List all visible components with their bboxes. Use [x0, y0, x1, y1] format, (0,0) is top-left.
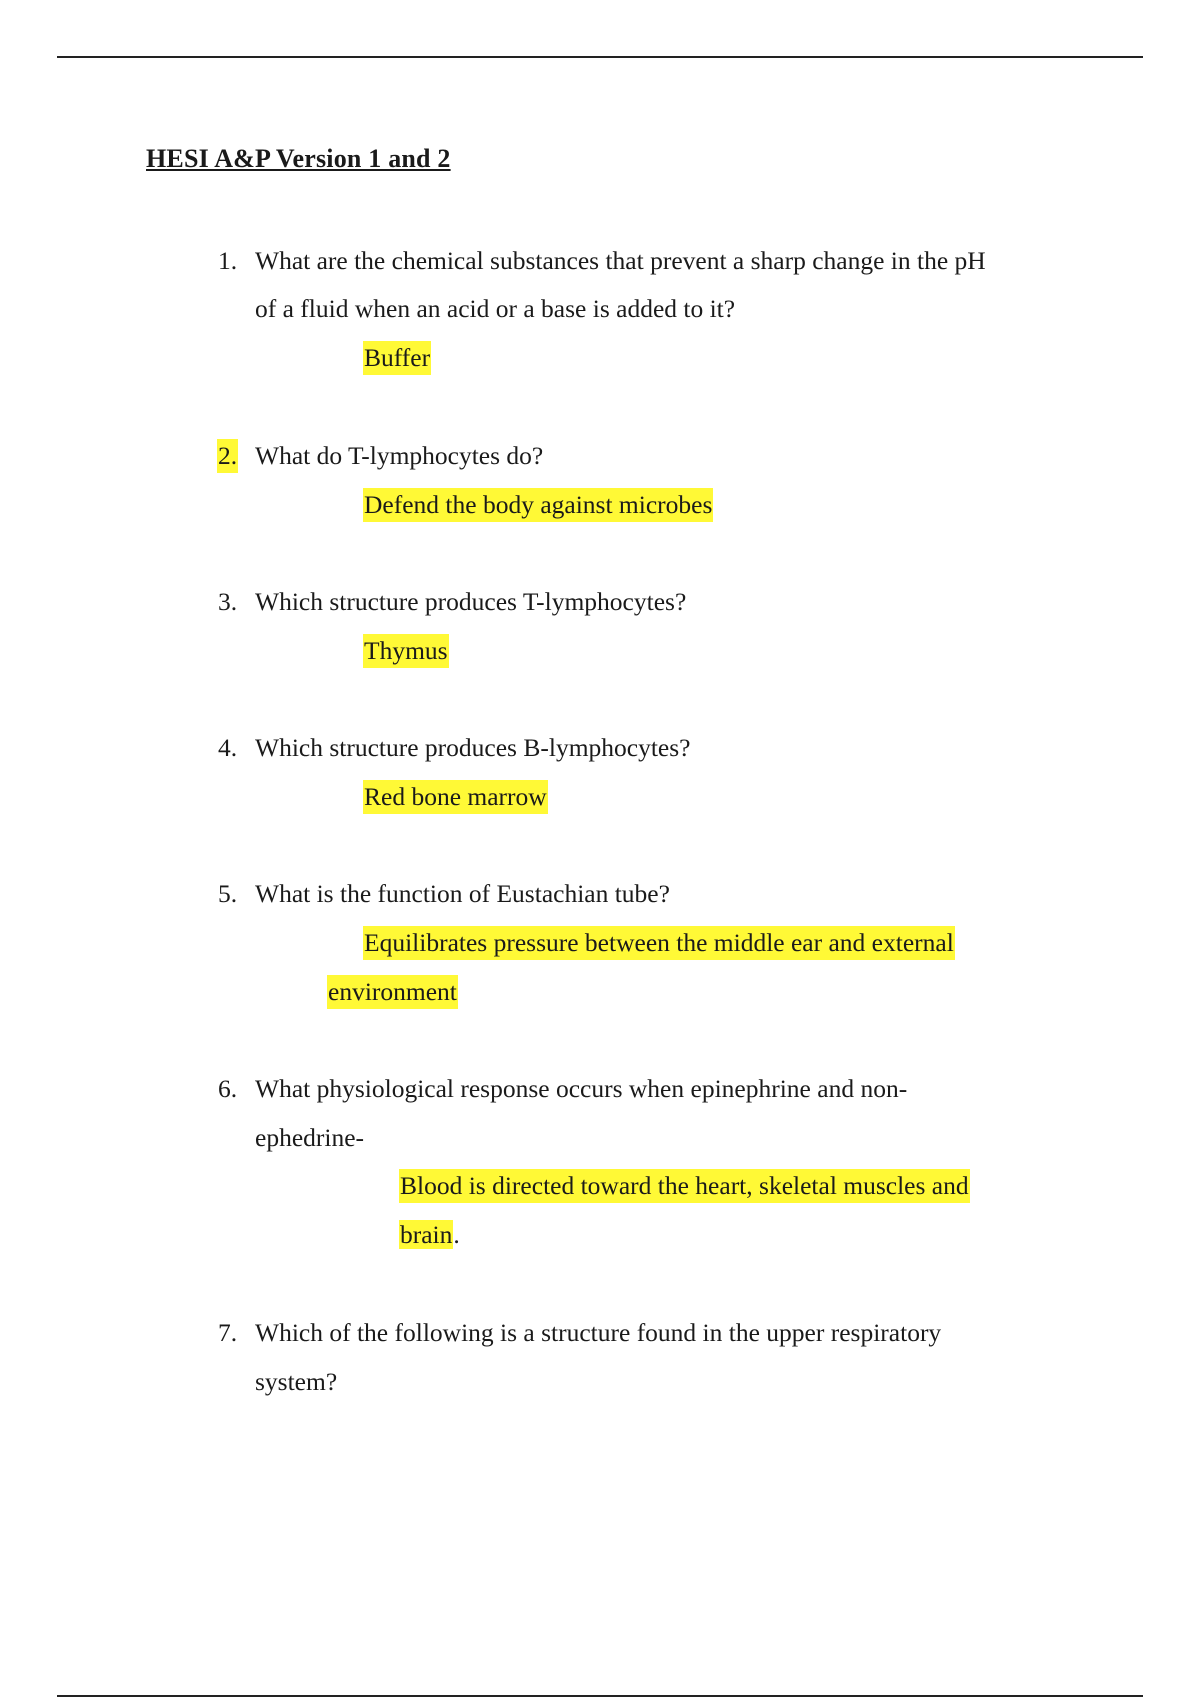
question-number: 6.	[218, 1074, 238, 1103]
question-text: What is the function of Eustachian tube?	[255, 879, 670, 908]
question-text: What are the chemical substances that prevent a sharp change in the pH	[255, 246, 986, 275]
question-number: 2.	[217, 439, 238, 473]
answer-highlight: Blood is directed toward the heart, skeletal muscles and	[399, 1169, 970, 1203]
answer-highlight: Buffer	[363, 341, 431, 375]
answer-highlight: Thymus	[363, 634, 449, 668]
answer-highlight: Red bone marrow	[363, 780, 548, 814]
question-text: Which of the following is a structure found in the upper respiratory	[255, 1318, 942, 1347]
question-text: Which structure produces T-lymphocytes?	[255, 587, 687, 616]
question-number: 4.	[218, 733, 238, 762]
question-text: What physiological response occurs when epinephrine and non-	[255, 1074, 908, 1103]
answer-highlight: Defend the body against microbes	[363, 488, 713, 522]
top-rule	[57, 56, 1143, 58]
question-text: What do T-lymphocytes do?	[255, 441, 544, 470]
document-title: HESI A&P Version 1 and 2	[146, 144, 451, 173]
answer-highlight: environment	[327, 975, 458, 1009]
question-number: 5.	[218, 879, 238, 908]
question-number: 7.	[218, 1318, 238, 1347]
question-number: 1.	[218, 246, 238, 275]
answer-tail: .	[453, 1220, 460, 1249]
bottom-rule	[57, 1695, 1143, 1697]
question-text: Which structure produces B-lymphocytes?	[255, 733, 691, 762]
question-text: system?	[255, 1367, 338, 1396]
question-text: ephedrine-	[255, 1123, 365, 1152]
answer-highlight: Equilibrates pressure between the middle ear and external	[363, 926, 955, 960]
answer-line	[399, 1218, 460, 1252]
question-number: 3.	[218, 587, 238, 616]
answer-highlight: brain	[400, 1220, 453, 1249]
question-text: of a fluid when an acid or a base is added to it?	[255, 294, 736, 323]
